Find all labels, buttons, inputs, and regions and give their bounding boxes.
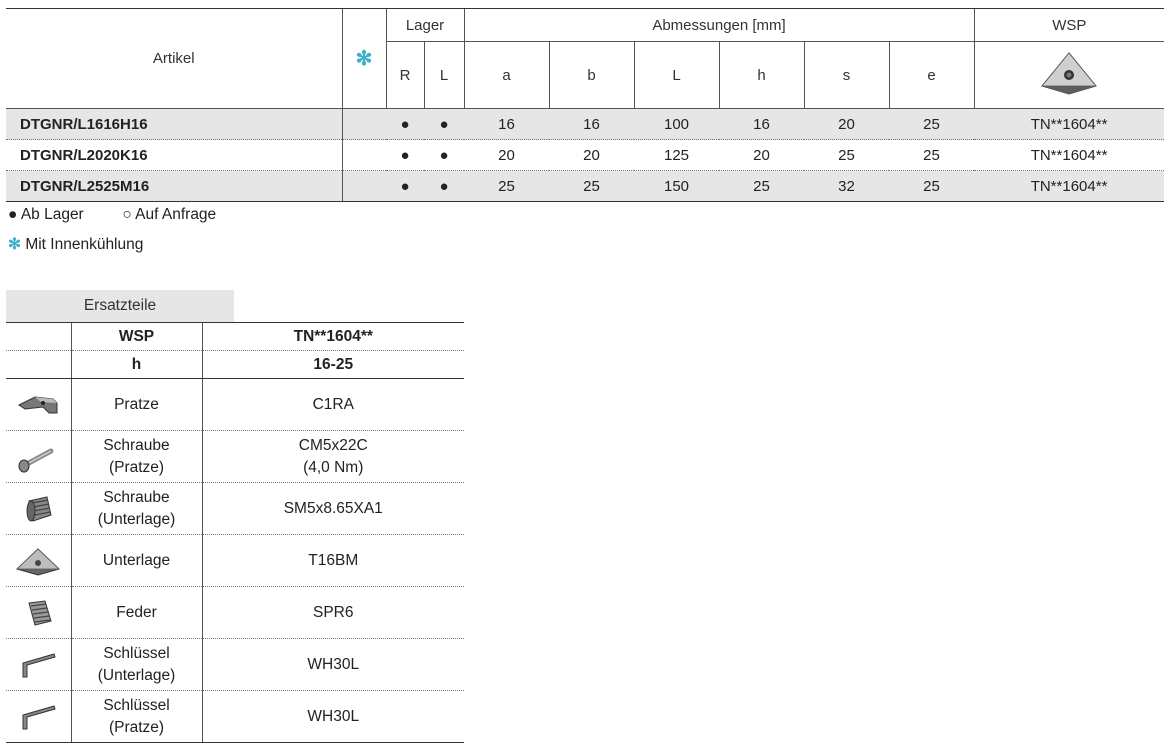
- list-item: Schraube (Pratze) CM5x22C (4,0 Nm): [6, 431, 464, 483]
- header-lager-r: R: [386, 42, 424, 109]
- header-dim-s: s: [804, 42, 889, 109]
- header-dim-b: b: [549, 42, 634, 109]
- table-row: DTGNR/L1616H16 ● ● 16 16 100 16 20 25 TN**1604**: [6, 109, 1164, 140]
- legend-cooling: [8, 235, 143, 254]
- list-item: Pratze C1RA: [6, 379, 464, 431]
- shim-icon: [6, 535, 71, 587]
- list-item: Schraube (Unterlage) SM5x8.65XA1: [6, 483, 464, 535]
- spare-parts-title: Ersatzteile: [6, 290, 234, 322]
- legend-ab-lager: ● Ab Lager: [8, 206, 84, 223]
- header-dim-a: a: [464, 42, 549, 109]
- legend-innenkuehlung: Mit Innenkühlung: [25, 236, 144, 253]
- list-item: Schlüssel (Unterlage) WH30L: [6, 639, 464, 691]
- cooling-icon: ✻: [342, 9, 386, 109]
- table-row: DTGNR/L2525M16 ● ● 25 25 150 25 32 25 TN**1604**: [6, 171, 1164, 202]
- header-dim-h: h: [719, 42, 804, 109]
- header-abmessungen: Abmessungen [mm]: [464, 9, 974, 42]
- article-table: [6, 8, 1164, 202]
- spring-icon: [6, 587, 71, 639]
- header-lager-l: L: [424, 42, 464, 109]
- list-item: Unterlage T16BM: [6, 535, 464, 587]
- triangular-insert-icon: [974, 42, 1164, 109]
- table-row: DTGNR/L2020K16 ● ● 20 20 125 20 25 25 TN**1604**: [6, 140, 1164, 171]
- spare-h-value: 16-25: [202, 351, 464, 379]
- list-item: Schlüssel (Pratze) WH30L: [6, 691, 464, 743]
- legend-auf-anfrage: ○ Auf Anfrage: [122, 206, 217, 223]
- header-dim-e: e: [889, 42, 974, 109]
- clamp-icon: [6, 379, 71, 431]
- cooling-icon: ✻: [8, 236, 21, 253]
- header-artikel: Artikel: [6, 9, 342, 109]
- header-wsp: WSP: [974, 9, 1164, 42]
- spare-wsp-label: WSP: [71, 323, 202, 351]
- list-item: Feder SPR6: [6, 587, 464, 639]
- spare-wsp-value: TN**1604**: [202, 323, 464, 351]
- spare-parts-table: [6, 322, 464, 743]
- key-icon: [6, 691, 71, 743]
- spare-h-label: h: [71, 351, 202, 379]
- header-lager: Lager: [386, 9, 464, 42]
- shim-screw-icon: [6, 483, 71, 535]
- clamp-screw-icon: [6, 431, 71, 483]
- header-dim-L: L: [634, 42, 719, 109]
- key-icon: [6, 639, 71, 691]
- legend-availability: [8, 206, 216, 224]
